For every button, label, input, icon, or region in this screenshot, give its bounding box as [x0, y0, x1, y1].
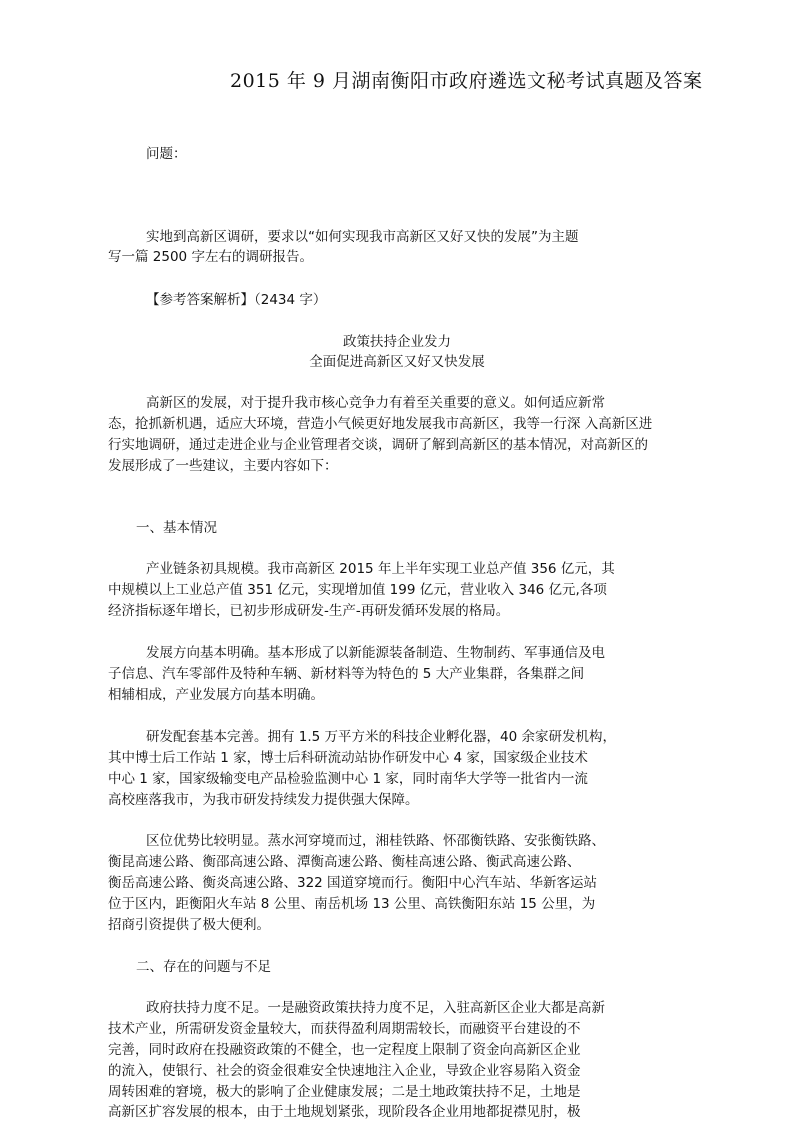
answer-heading: 【参考答案解析】（2434 字） — [146, 292, 327, 308]
paragraph-line: 中心 1 家，国家级输变电产品检验监测中心 1 家，同时南华大学等一批省内一流 — [108, 771, 588, 787]
document-title: 2015 年 9 月湖南衡阳市政府遴选文秘考试真题及答案 — [230, 70, 703, 92]
intro-line: 发展形成了一些建议，主要内容如下： — [108, 458, 338, 474]
intro-line: 高新区的发展，对于提升我市核心竞争力有着至关重要的意义。如何适应新常 — [146, 395, 605, 411]
paragraph-line: 子信息、汽车零部件及特种车辆、新材料等为特色的 5 大产业集群，各集群之间 — [108, 666, 585, 682]
section-heading: 二、存在的问题与不足 — [136, 959, 271, 975]
paragraph-line: 其中博士后工作站 1 家，博士后科研流动站协作研发中心 4 家，国家级企业技术 — [108, 750, 588, 766]
paragraph-line: 技术产业，所需研发资金量较大，而获得盈利周期需较长，而融资平台建设的不 — [108, 1021, 581, 1037]
paragraph-line: 完善，同时政府在投融资政策的不健全，也一定程度上限制了资金向高新区企业 — [108, 1042, 581, 1058]
paragraph-line: 衡昆高速公路、衡邵高速公路、潭衡高速公路、衡桂高速公路、衡武高速公路、 — [108, 854, 581, 870]
paragraph-line: 区位优势比较明显。蒸水河穿境而过，湘桂铁路、怀邵衡铁路、安张衡铁路、 — [146, 833, 605, 849]
paragraph-line: 研发配套基本完善。拥有 1.5 万平方米的科技企业孵化器，40 余家研发机构， — [146, 729, 617, 745]
paragraph-line: 衡岳高速公路、衡炎高速公路、322 国道穿境而行。衡阳中心汽车站、华新客运站 — [108, 875, 598, 891]
intro-line: 行实地调研，通过走进企业与企业管理者交谈，调研了解到高新区的基本情况，对高新区的 — [108, 437, 648, 453]
intro-line: 态，抢抓新机遇，适应大环境，营造小气候更好地发展我市高新区，我等一行深 入高新区进 — [108, 416, 653, 432]
paragraph-line: 中规模以上工业总产值 351 亿元，实现增加值 199 亿元，营业收入 346 亿元,各项 — [108, 582, 607, 598]
paragraph-line: 相辅相成，产业发展方向基本明确。 — [108, 687, 324, 703]
section-heading: 一、基本情况 — [136, 520, 217, 536]
question-line: 写一篇 2500 字左右的调研报告。 — [108, 249, 313, 265]
report-subtitle: 全面促进高新区又好又快发展 — [309, 354, 485, 370]
paragraph-line: 政府扶持力度不足。一是融资政策扶持力度不足，入驻高新区企业大都是高新 — [146, 1000, 605, 1016]
paragraph-line: 产业链条初具规模。我市高新区 2015 年上半年实现工业总产值 356 亿元，其 — [146, 561, 615, 577]
paragraph-line: 周转困难的窘境，极大的影响了企业健康发展；二是土地政策扶持不足，土地是 — [108, 1084, 581, 1100]
question-line: 实地到高新区调研，要求以“如何实现我市高新区又好又快的发展”为主题 — [146, 229, 579, 245]
paragraph-line: 位于区内，距衡阳火车站 8 公里、南岳机场 13 公里、高铁衡阳东站 15 公里，为 — [108, 896, 596, 912]
question-label: 问题： — [146, 146, 187, 162]
paragraph-line: 发展方向基本明确。基本形成了以新能源装备制造、生物制药、军事通信及电 — [146, 645, 605, 661]
report-title: 政策扶持企业发力 — [343, 334, 451, 350]
paragraph-line: 高新区扩容发展的根本，由于土地规划紧张，现阶段各企业用地都捉襟见肘，极 — [108, 1104, 581, 1120]
paragraph-line: 招商引资提供了极大便利。 — [108, 917, 270, 933]
paragraph-line: 高校座落我市，为我市研发持续发力提供强大保障。 — [108, 792, 419, 808]
paragraph-line: 经济指标逐年增长，已初步形成研发-生产-再研发循环发展的格局。 — [108, 603, 510, 619]
paragraph-line: 的流入，使银行、社会的资金很难安全快速地注入企业，导致企业容易陷入资金 — [108, 1063, 581, 1079]
